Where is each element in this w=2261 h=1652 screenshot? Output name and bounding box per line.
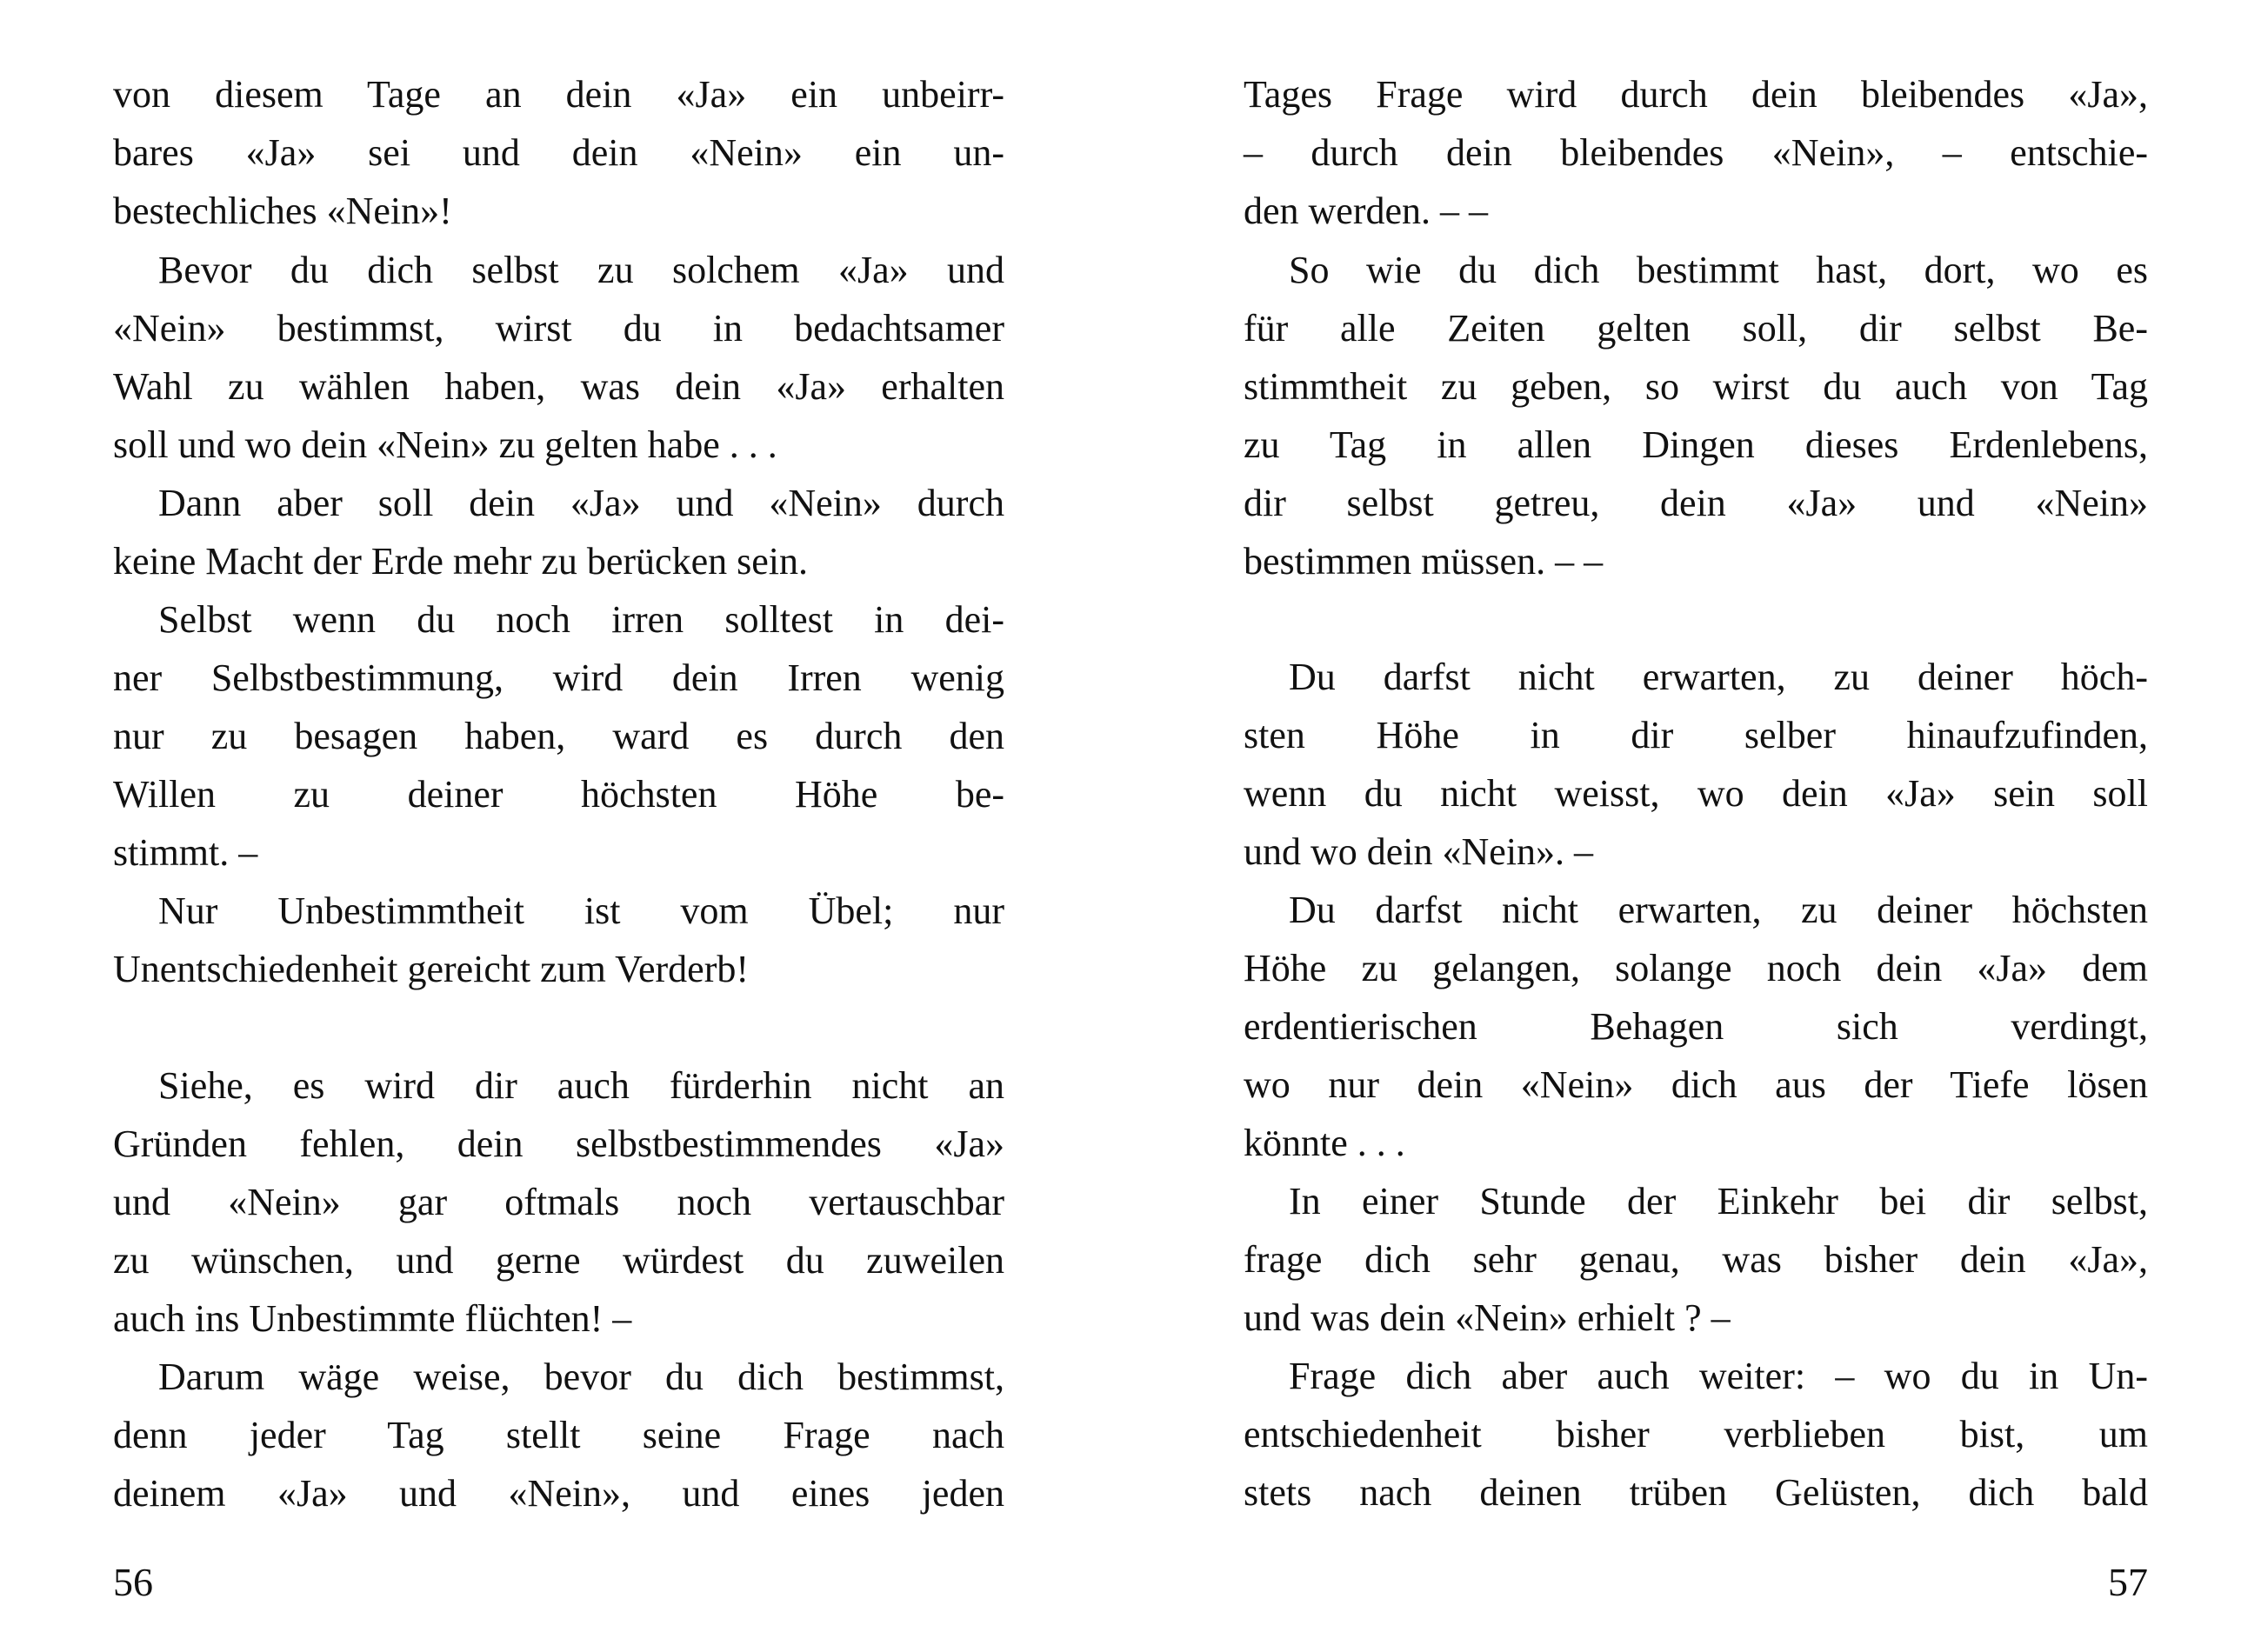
paragraph [113,65,1004,240]
paragraph [1244,881,2148,1172]
text-line: nur zu besagen haben, ward es durch den [113,715,1004,757]
text-line: könnte . . . [1244,1122,1405,1164]
text-line: erdentierischen Behagen sich verdingt, [1244,1005,2148,1048]
text-line: den werden. – – [1244,190,1489,232]
text-line: Unentschiedenheit gereicht zum Verderb! [113,948,750,990]
text-line: Darum wäge weise, bevor du dich bestimmst, [158,1356,1004,1398]
text-line: keine Macht der Erde mehr zu berücken sein. [113,540,808,583]
paragraph [113,241,1004,474]
paragraph [113,1056,1004,1348]
paragraph [1244,65,2148,240]
text-line: frage dich sehr genau, was bisher dein «Ja», [1244,1238,2148,1281]
text-line: Höhe zu gelangen, solange noch dein «Ja» dem [1244,947,2148,989]
text-line: Gründen fehlen, dein selbstbestimmendes «Ja» [113,1122,1004,1165]
paragraph [1244,241,2148,590]
left-page [0,0,1130,1652]
paragraph [113,474,1004,590]
text-line: «Nein» bestimmst, wirst du in bedachtsamer [113,307,1004,350]
paragraph [113,882,1004,998]
text-line: Bevor du dich selbst zu solchem «Ja» und [158,249,1004,291]
text-line: sten Höhe in dir selber hinaufzufinden, [1244,714,2148,756]
text-line: soll und wo dein «Nein» zu gelten habe . . . [113,423,777,466]
text-line: Wahl zu wählen haben, was dein «Ja» erhalten [113,365,1004,408]
text-line: Dann aber soll dein «Ja» und «Nein» durch [158,482,1004,524]
text-line: zu wünschen, und gerne würdest du zuweilen [113,1239,1004,1282]
text-line: Du darfst nicht erwarten, zu deiner höchsten [1289,889,2148,931]
text-line: stimmt. – [113,831,258,874]
page-number: 56 [113,1560,153,1604]
text-line: Nur Unbestimmtheit ist vom Übel; nur [158,889,1004,932]
paragraph [1244,1347,2148,1522]
text-line: zu Tag in allen Dingen dieses Erdenlebens, [1244,423,2148,466]
text-line: Siehe, es wird dir auch fürderhin nicht an [158,1064,1004,1107]
text-line: und «Nein» gar oftmals noch vertauschbar [113,1181,1004,1223]
text-line: stets nach deinen trüben Gelüsten, dich bald [1244,1471,2148,1514]
text-line: von diesem Tage an dein «Ja» ein unbeirr- [113,73,1004,116]
right-page [1130,0,2261,1652]
text-line: bares «Ja» sei und dein «Nein» ein un- [113,131,1004,174]
text-line: denn jeder Tag stellt seine Frage nach [113,1414,1004,1456]
text-line: stimmtheit zu geben, so wirst du auch von Tag [1244,365,2148,408]
text-line: Du darfst nicht erwarten, zu deiner höch- [1289,656,2148,698]
text-line: wenn du nicht weisst, wo dein «Ja» sein soll [1244,772,2148,815]
page-number: 57 [2108,1560,2148,1604]
text-line: wo nur dein «Nein» dich aus der Tiefe lösen [1244,1063,2148,1106]
text-line: Tages Frage wird durch dein bleibendes «Ja», [1244,73,2148,116]
text-line: und was dein «Nein» erhielt ? – [1244,1296,1731,1339]
paragraph [1244,1172,2148,1347]
text-line: für alle Zeiten gelten soll, dir selbst Be- [1244,307,2148,350]
text-line: deinem «Ja» und «Nein», und eines jeden [113,1472,1004,1515]
text-line: und wo dein «Nein». – [1244,830,1594,873]
text-line: – durch dein bleibendes «Nein», – entschie- [1244,131,2148,174]
text-line: entschiedenheit bisher verblieben bist, um [1244,1413,2148,1455]
text-line: Selbst wenn du noch irren solltest in dei- [158,598,1004,641]
paragraph [113,590,1004,882]
text-line: dir selbst getreu, dein «Ja» und «Nein» [1244,482,2148,524]
text-line: bestechliches «Nein»! [113,190,452,232]
paragraph [1244,648,2148,881]
text-line: Frage dich aber auch weiter: – wo du in Un- [1289,1355,2148,1397]
text-line: In einer Stunde der Einkehr bei dir selbst, [1289,1180,2148,1222]
text-line: So wie du dich bestimmt hast, dort, wo es [1289,249,2148,291]
text-line: ner Selbstbestimmung, wird dein Irren wenig [113,656,1004,699]
paragraph [113,1348,1004,1522]
text-line: auch ins Unbestimmte flüchten! – [113,1297,632,1340]
text-line: Willen zu deiner höchsten Höhe be- [113,773,1004,816]
text-line: bestimmen müssen. – – [1244,540,1604,583]
